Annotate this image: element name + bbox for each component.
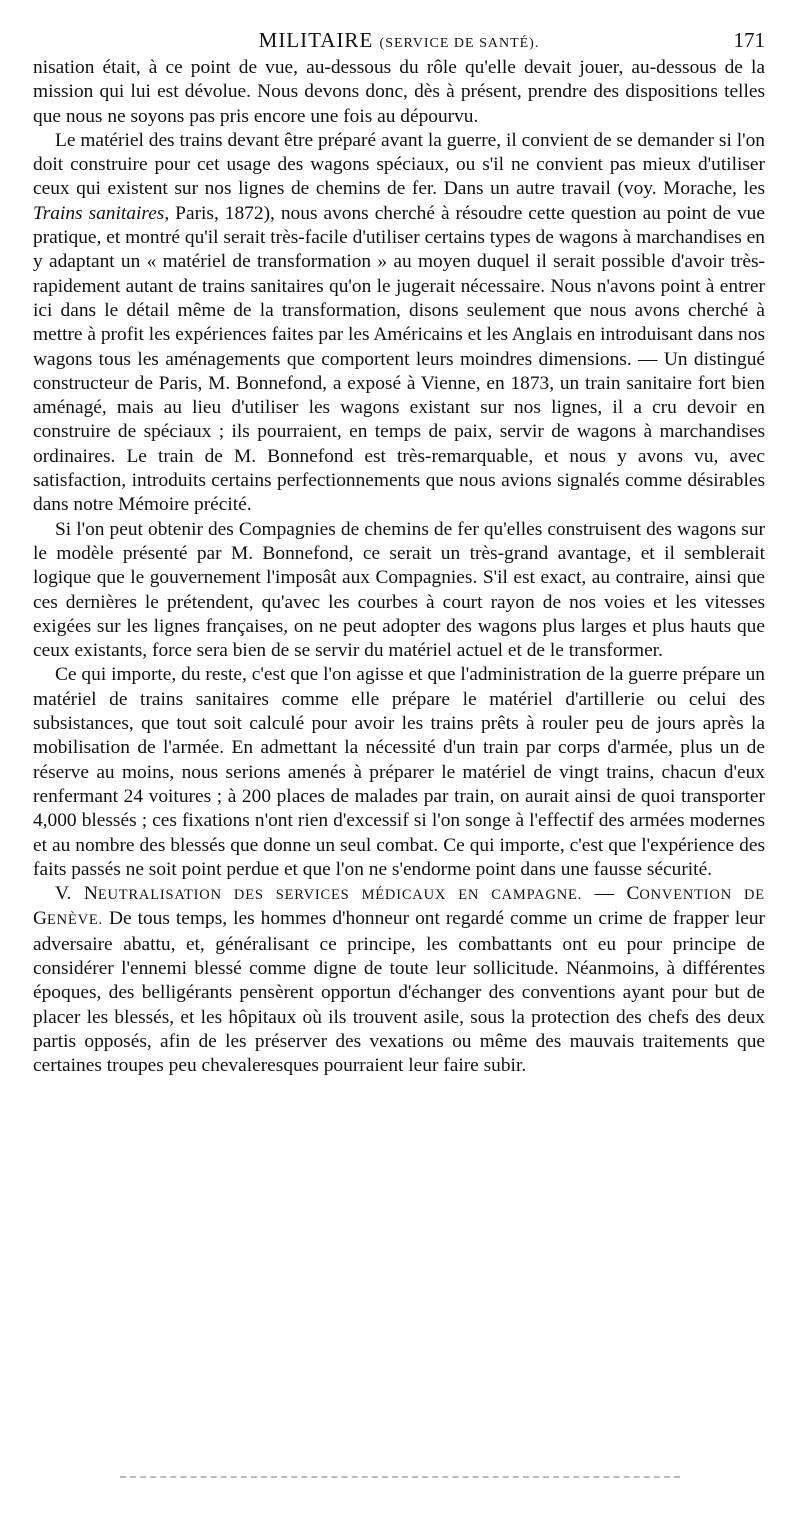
paragraph-2 — [33, 129, 765, 518]
section-number: V. — [55, 883, 72, 905]
running-header — [33, 28, 765, 56]
page — [33, 28, 765, 1078]
paragraph-2-rest: , Paris, 1872), nous avons cherché à résoudre cette question au point de vue pratique, et montré qu'il serait très-facile d'utiliser certains types de wagons à marchandises en y adaptant un « matériel de transformation » au moyen duquel il serait possible d'avoir très-rapidement autant de trains sanitaires qu'on le jugerait nécessaire. Nous n'avons point à entrer ici dans le détail même de la transformation, disons seulement que nous avons cherché à mettre à profit les expériences faites par les Américains et les Anglais en introduisant dans nos wagons tous les aménagements que comportent leurs moindres dimensions. — Un distingué constructeur de Paris, M. Bonnefond, a exposé à Vienne, en 1873, un train sanitaire fort bien aménagé, mais au lieu d'utiliser les wagons existant sur nos lignes, il a cru devoir en construire de spéciaux ; ils pourraient, en temps de paix, servir de wagons à marchandises ordinaires. Le train de M. Bonnefond est très-remarquable, et nous y avons vu, avec satisfaction, introduits certains perfectionnements que nous avions signalés comme désirables dans notre Mémoire précité. — [33, 202, 765, 516]
section-dash: — — [594, 883, 614, 905]
geneve-heading: ENÈVE. — [47, 912, 103, 929]
section-heading-initial: N — [83, 883, 98, 905]
header-subtitle: (SERVICE DE SANTÉ). — [379, 36, 540, 51]
paragraph-2-start: Le matériel des trains devant être préparé avant la guerre, il convient de se demander si l'on doit construire pour cet usage des wagons spéciaux, ou s'il ne convient pas mieux d'utiliser ceux qui existent sur nos lignes de chemins de fer. Dans un autre travail (voy. Morache, les — [33, 129, 765, 200]
geneve-initial: G — [33, 908, 48, 930]
convention-heading: ONVENTION DE — [639, 887, 765, 904]
bottom-divider — [120, 1476, 680, 1478]
body-text — [33, 56, 765, 1078]
section-heading: EUTRALISATION DES SERVICES MÉDICAUX EN CAMPAGNE. — [97, 887, 583, 904]
page-number: 171 — [733, 28, 765, 52]
header-main: MILITAIRE — [258, 28, 374, 52]
paragraph-4: Ce qui importe, du reste, c'est que l'on agisse et que l'administration de la guerre prépare un matériel de trains sanitaires comme elle prépare le matériel d'artillerie ou celui des subsistances, que tout soit calculé pour avoir les trains prêts à rouler peu de jours après la mobilisation de l'armée. En admettant la nécessité d'un train par corps d'armée, plus un de réserve au moins, nous serions amenés à préparer le matériel de vingt trains, chacun d'eux renfermant 24 voitures ; à 200 places de malades par train, on aurait ainsi de quoi transporter 4,000 blessés ; ces fixations n'ont rien d'excessif si l'on songe à l'effectif des armées modernes et au nombre des blessés que donne un seul combat. Ce qui importe, c'est que l'expérience des faits passés ne soit point perdue et que l'on ne s'endorme point dans une fausse sécurité. — [33, 664, 765, 880]
header-title — [33, 28, 765, 53]
convention-initial: C — [626, 883, 640, 905]
section-v — [33, 882, 765, 1078]
paragraph-1: nisation était, à ce point de vue, au-dessous du rôle qu'elle devait jouer, au-dessous de la mission qui lui est dévolue. Nous devons donc, dès à présent, prendre des dispositions telles que nous ne soyons pas pris encore une fois au dépourvu. — [33, 57, 765, 127]
paragraph-3: Si l'on peut obtenir des Compagnies de chemins de fer qu'elles construisent des wagons sur le modèle présenté par M. Bonnefond, ce serait un très-grand avantage, et il semblerait logique que le gouvernement l'imposât aux Compagnies. S'il est exact, au contraire, ainsi que ces dernières le prétendent, qu'avec les courbes à court rayon de nos voies et les vitesses exigées sur les lignes françaises, on ne peut adopter des wagons plus larges et plus hauts que ceux existants, force sera bien de se servir du matériel actuel et de le transformer. — [33, 518, 765, 662]
section-text: De tous temps, les hommes d'honneur ont regardé comme un crime de frapper leur adversaire abattu, et, généralisant ce principe, les combattants ont eu pour principe de considérer l'ennemi blessé comme digne de toute leur sollicitude. Néanmoins, à différentes époques, des belligérants pensèrent opportun d'échanger des conventions ayant pour but de placer les blessés, et les hôpitaux où ils trouvent asile, sous la protection des chefs des deux partis opposés, afin de les préserver des vexations ou même des mauvais traitements que certaines troupes peu chevaleresques pourraient leur faire subir. — [33, 908, 765, 1077]
book-title: Trains sanitaires — [33, 202, 165, 224]
